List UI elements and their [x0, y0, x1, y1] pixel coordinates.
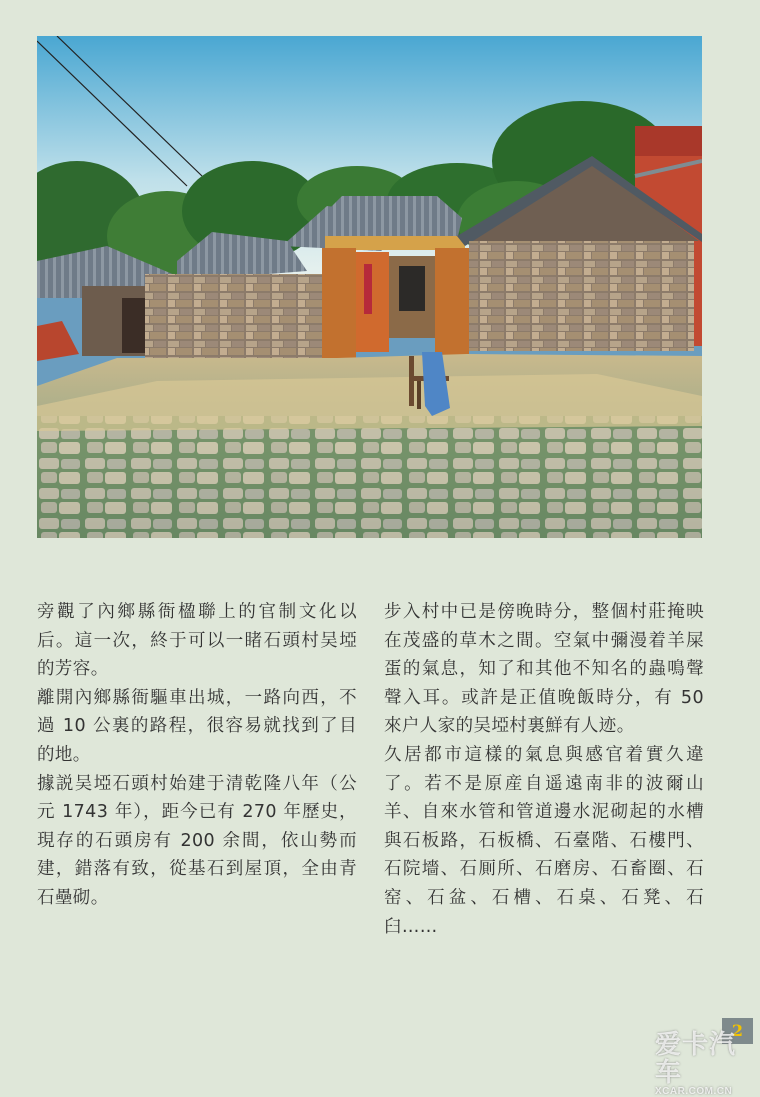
village-photo [37, 36, 702, 538]
watermark-main: 爱卡汽车 [655, 1029, 737, 1087]
article-paragraph: 旁觀了內鄉縣衙楹聯上的官制文化以后。這一次，終于可以一睹石頭村吴埡的芳容。 [37, 602, 357, 680]
article-right-column [384, 598, 704, 941]
article-left-column [37, 598, 357, 913]
article-paragraph: 步入村中已是傍晚時分，整個村莊掩映在茂盛的草木之間。空氣中彌漫着羊屎蛋的氣息，知了和其他不知名的蟲鳴聲聲入耳。或許是正值晚飯時分，有 50 來户人家的吴埡村裏鮮有人迹。 [384, 602, 704, 737]
article-paragraph: 據説吴埡石頭村始建于清乾隆八年（公元 1743 年），距今已有 270 年歷史，現存的石頭房有 200 余間，依山勢而建，錯落有致，從基石到屋頂，全由青石壘砌。 [37, 773, 357, 908]
article-paragraph: 離開內鄉縣衙驅車出城，一路向西，不過 10 公裏的路程，很容易就找到了目的地。 [37, 687, 357, 765]
article-paragraph: 久居都市這樣的氣息與感官着實久違了。若不是原産自遥遠南非的波爾山羊、自來水管和管道邊水泥砌起的水槽與石板路，石板橋、石臺階、石樓門、石院墻、石厠所、石磨房、石畜圈、石窑、石盆、石槽、石桌、石凳、石臼…… [384, 744, 704, 937]
village-stone-house-photo [37, 36, 702, 538]
page-number: 2 [722, 1018, 753, 1044]
watermark-sub: XCAR.COM.CN [655, 1086, 733, 1097]
watermark-logo [655, 1030, 755, 1097]
